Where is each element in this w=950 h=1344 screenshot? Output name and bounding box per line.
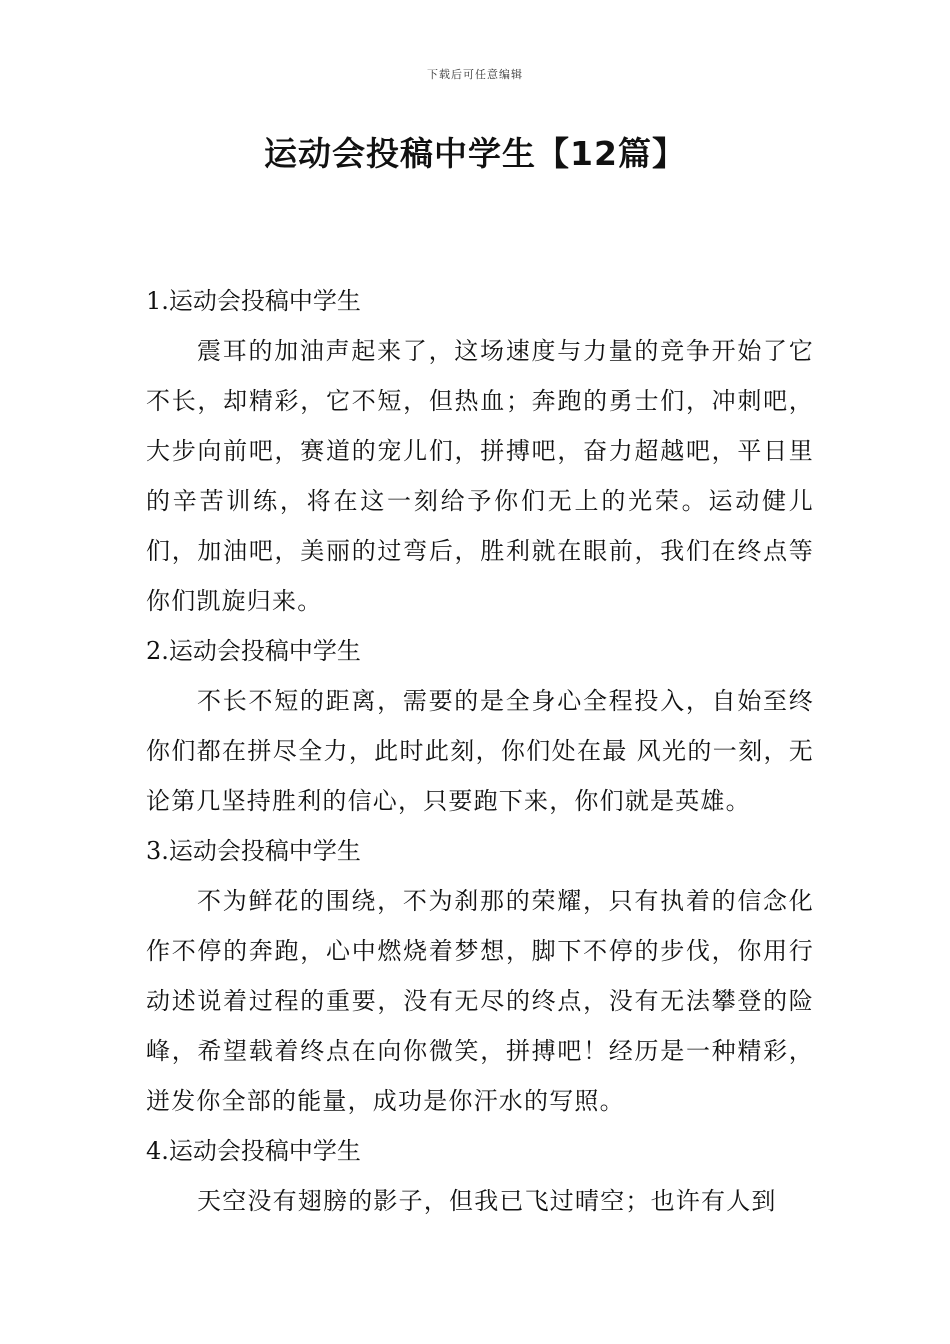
section-paragraph-1: 震耳的加油声起来了，这场速度与力量的竞争开始了它不长，却精彩，它不短，但热血；奔跑的勇士们，冲刺吧，大步向前吧，赛道的宠儿们，拼搏吧，奋力超越吧，平日里的辛苦训练，将在这一刻给予你们无上的光荣。运动健儿们，加油吧，美丽的过弯后，胜利就在眼前，我们在终点等你们凯旋归来。 — [146, 337, 814, 615]
header-note: 下载后可任意编辑 — [427, 68, 523, 81]
section-heading-3: 3.运动会投稿中学生 — [146, 837, 361, 865]
section-heading-2: 2.运动会投稿中学生 — [146, 637, 361, 665]
document-body — [146, 276, 814, 1226]
section-paragraph-2: 不长不短的距离，需要的是全身心全程投入，自始至终你们都在拼尽全力，此时此刻，你们处在最 风光的一刻，无论第几坚持胜利的信心，只要跑下来，你们就是英雄。 — [146, 687, 814, 815]
section-heading-1: 1.运动会投稿中学生 — [146, 287, 361, 315]
document-title: 运动会投稿中学生【12篇】 — [264, 134, 686, 173]
section-paragraph-3: 不为鲜花的围绕，不为刹那的荣耀，只有执着的信念化作不停的奔跑，心中燃烧着梦想，脚下不停的步伐，你用行动述说着过程的重要，没有无尽的终点，没有无法攀登的险峰，希望载着终点在向你微笑，拼搏吧！经历是一种精彩，迸发你全部的能量，成功是你汗水的写照。 — [146, 887, 814, 1115]
section-heading-4: 4.运动会投稿中学生 — [146, 1137, 361, 1165]
section-paragraph-4: 天空没有翅膀的影子，但我已飞过晴空；也许有人到 — [197, 1187, 777, 1215]
